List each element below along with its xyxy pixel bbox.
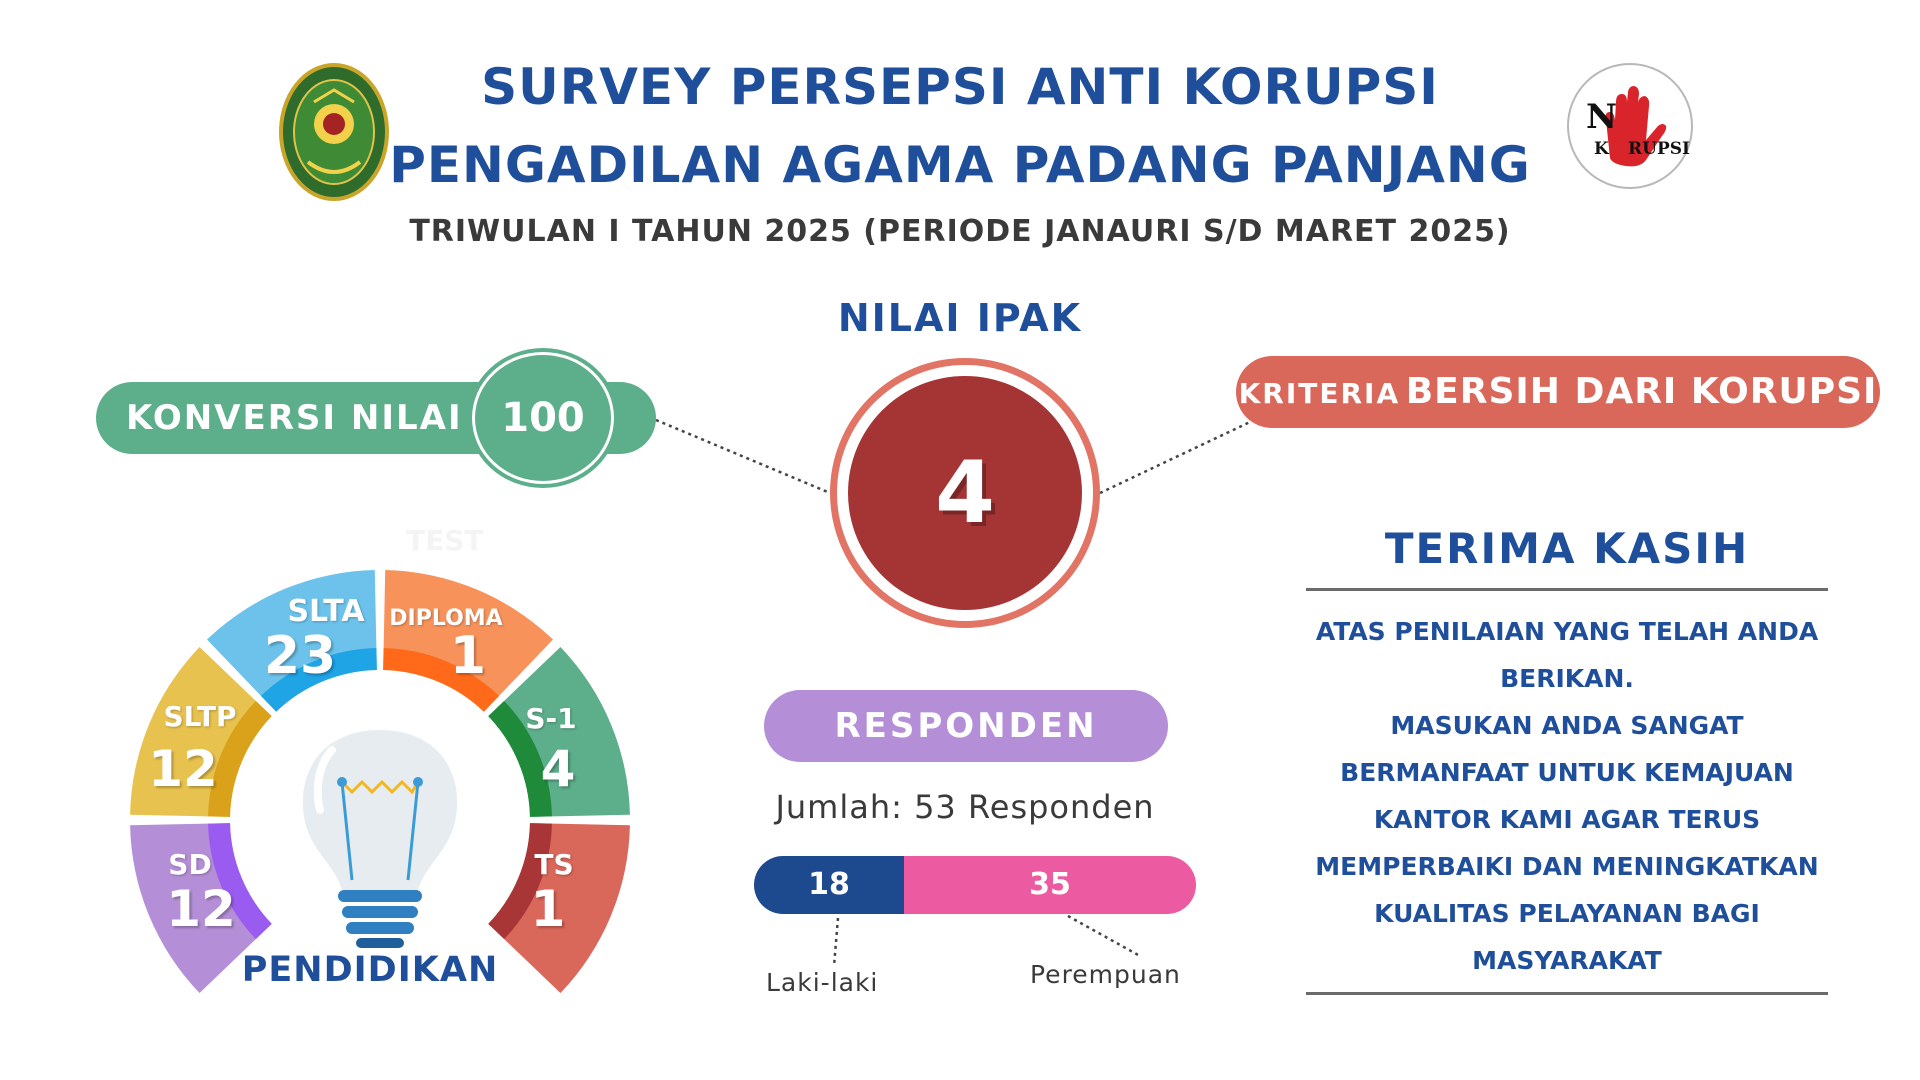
svg-text:N: N bbox=[1586, 97, 1618, 137]
konversi-value: 100 bbox=[501, 395, 585, 441]
education-title: PENDIDIKAN bbox=[241, 950, 499, 990]
thanks-line: MASUKAN ANDA SANGAT bbox=[1390, 711, 1744, 740]
female-count: 35 bbox=[1029, 867, 1071, 902]
thanks-line: MEMPERBAIKI DAN MENINGKATKAN bbox=[1315, 852, 1819, 881]
svg-text:K: K bbox=[1594, 139, 1609, 159]
konversi-label: KONVERSI NILAI bbox=[126, 398, 463, 438]
responden-label: RESPONDEN bbox=[834, 706, 1098, 746]
segment-value-sltp: 12 bbox=[148, 740, 218, 798]
thanks-line: ATAS PENILAIAN YANG TELAH ANDA bbox=[1315, 617, 1819, 646]
thanks-message bbox=[1306, 608, 1828, 984]
segment-value-s1: 4 bbox=[540, 740, 576, 798]
thanks-title: TERIMA KASIH bbox=[1384, 524, 1750, 573]
thanks-line: KUALITAS PELAYANAN BAGI bbox=[1374, 899, 1760, 928]
thanks-divider-top bbox=[1306, 588, 1828, 591]
ipak-value: 4 bbox=[935, 443, 995, 543]
male-count: 18 bbox=[808, 867, 850, 902]
segment-value-ts: 1 bbox=[530, 880, 566, 938]
segment-label-slta: SLTA bbox=[287, 594, 365, 629]
female-label: Perempuan bbox=[1030, 960, 1181, 989]
responden-count: Jumlah: 53 Responden bbox=[775, 788, 1155, 826]
kriteria-text bbox=[1236, 356, 1880, 428]
segment-label-ts: TS bbox=[534, 848, 574, 881]
segment-value-slta: 23 bbox=[263, 626, 337, 686]
svg-text:RUPSI: RUPSI bbox=[1628, 139, 1690, 159]
thanks-line: BERMANFAAT UNTUK KEMAJUAN bbox=[1340, 758, 1794, 787]
segment-value-diploma: 1 bbox=[449, 626, 487, 686]
title-line-2: PENGADILAN AGAMA PADANG PANJANG bbox=[389, 136, 1531, 194]
segment-label-s1: S-1 bbox=[525, 702, 577, 735]
thanks-line: BERIKAN. bbox=[1500, 664, 1634, 693]
segment-value-sd: 12 bbox=[166, 880, 236, 938]
kriteria-label: KRITERIA bbox=[1238, 377, 1401, 410]
segment-label-sd: SD bbox=[168, 848, 212, 881]
kriteria-value: BERSIH DARI KORUPSI bbox=[1405, 371, 1878, 412]
thanks-line: MASYARAKAT bbox=[1472, 946, 1662, 975]
faint-test-text: TEST bbox=[406, 524, 484, 557]
segment-label-sltp: SLTP bbox=[163, 700, 237, 733]
male-label: Laki-laki bbox=[766, 968, 879, 997]
thanks-divider-bottom bbox=[1306, 992, 1828, 995]
period-subtitle: TRIWULAN I TAHUN 2025 (PERIODE JANAURI S/D MARET 2025) bbox=[409, 214, 1511, 249]
thanks-line: KANTOR KAMI AGAR TERUS bbox=[1373, 805, 1761, 834]
lightbulb-icon bbox=[303, 730, 457, 948]
no-korupsi-logo bbox=[1566, 62, 1694, 190]
ipak-label: NILAI IPAK bbox=[837, 296, 1083, 340]
segment-label-diploma: DIPLOMA bbox=[389, 606, 503, 631]
title-line-1: SURVEY PERSEPSI ANTI KORUPSI bbox=[481, 58, 1439, 116]
